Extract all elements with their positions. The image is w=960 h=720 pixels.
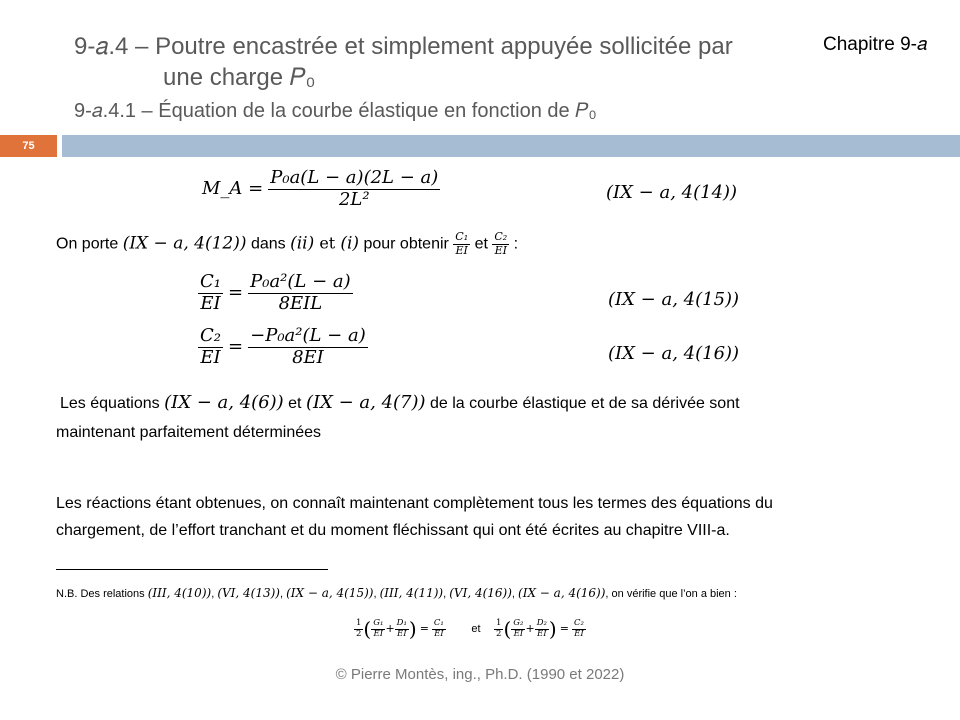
eq3-denominator: 8EI <box>292 346 324 368</box>
eq1-fraction <box>268 168 440 210</box>
d2-num: D₂ <box>536 617 547 628</box>
half2-num: 1 <box>496 617 502 628</box>
d2-den: EI <box>537 628 547 639</box>
on-porte-et: et <box>314 233 341 253</box>
eq2-reference: (IX − a, 4(15)) <box>608 289 740 310</box>
nb-d1-ei <box>395 619 409 640</box>
on-porte-post: pour obtenir <box>359 235 454 253</box>
eq3-rhs <box>248 326 368 368</box>
eq2-numerator: P₀a²(L − a) <box>250 271 351 292</box>
g2-den: EI <box>513 628 524 639</box>
eq3-equals: = <box>228 335 244 357</box>
header-bar <box>62 135 960 157</box>
equation-c1 <box>198 272 353 314</box>
paragraph-reactions-line2: chargement, de l’effort tranchant et du moment fléchissant qui ont été écrites au chapitre VIII-a. <box>56 522 730 539</box>
eq1-reference: (IX − a, 4(14)) <box>606 182 738 203</box>
on-porte-ref: (IX − a, 4(12)) <box>122 233 247 254</box>
nb-g1-ei <box>371 619 385 640</box>
eq1-lhs: M_A = <box>202 177 264 199</box>
g1-num: G₁ <box>373 617 384 628</box>
nb-sep1: , <box>211 588 218 600</box>
nb-c2-ei <box>572 619 586 640</box>
d1-den: EI <box>396 628 407 639</box>
nb-d2-ei <box>535 619 549 640</box>
on-porte-colon: : <box>509 235 519 253</box>
on-porte-and: et <box>470 235 493 253</box>
eq3-lhs-num: C₂ <box>200 325 221 346</box>
eq1-denominator: 2L² <box>338 188 370 210</box>
d1-num: D₁ <box>396 617 407 628</box>
eq2-lhs-den: EI <box>200 292 221 314</box>
nb-g2-ei <box>511 619 525 640</box>
c2-den: EI <box>574 628 584 639</box>
eq1-numerator: P₀a(L − a)(2L − a) <box>270 167 439 188</box>
paragraph-reactions-line1: Les réactions étant obtenues, on connaît maintenant complètement tous les termes des équations du <box>56 495 773 512</box>
on-porte-mid: dans <box>246 235 291 253</box>
on-porte-ii: (ii) <box>290 233 315 254</box>
nb-half-1 <box>354 619 363 640</box>
para1-ref2: (IX − a, 4(7)) <box>305 392 426 413</box>
frac-c2-num: C₂ <box>494 230 508 243</box>
eq2-equals: = <box>228 281 244 303</box>
frac-c1-num: C₁ <box>455 230 469 243</box>
frac-c2-ei <box>492 231 509 257</box>
plus-2: + <box>525 622 535 635</box>
paren-open-1: ( <box>363 617 372 641</box>
nb-ref1: (III, 4(10)) <box>147 586 212 600</box>
g1-den: EI <box>373 628 384 639</box>
nb-sep4: , <box>443 588 450 600</box>
nb-ref3: (IX − a, 4(15)) <box>286 586 374 600</box>
on-porte-pre: On porte <box>56 235 123 253</box>
nb-pre: N.B. Des relations <box>56 588 148 600</box>
slide-title-line2: une charge 𝑃₀ <box>163 64 316 91</box>
eq2-lhs <box>198 272 223 314</box>
nb-ref6: (IX − a, 4(16)) <box>518 586 606 600</box>
eq2-lhs-num: C₁ <box>200 271 221 292</box>
nb-c1-ei <box>432 619 446 640</box>
nb-equations <box>354 617 586 641</box>
eq3-numerator: −P₀a²(L − a) <box>250 325 366 346</box>
para1-pre: Les équations <box>60 395 165 412</box>
nb-sep3: , <box>373 588 380 600</box>
equation-ma <box>202 168 440 210</box>
para1-post: de la courbe élastique et de sa dérivée sont <box>425 395 740 412</box>
c1-num: C₁ <box>433 617 444 628</box>
paren-open-2: ( <box>503 617 512 641</box>
eq3-lhs-den: EI <box>200 346 221 368</box>
page-number: 75 <box>0 135 57 157</box>
paragraph-equations-line2: maintenant parfaitement déterminées <box>56 424 322 441</box>
eq2-denominator: 8EIL <box>278 292 323 314</box>
para1-ref1: (IX − a, 4(6)) <box>164 392 284 413</box>
paren-close-1: ) <box>408 617 417 641</box>
half1-den: 2 <box>356 628 362 639</box>
slide-subtitle: 9-𝑎.4.1 – Équation de la courbe élastique en fonction de 𝑃₀ <box>74 100 597 122</box>
c1-den: EI <box>434 628 444 639</box>
frac-c2-den: EI <box>494 243 507 257</box>
nb-sep2: , <box>279 588 287 600</box>
nb-note <box>56 586 737 600</box>
g2-num: G₂ <box>513 617 524 628</box>
chapter-label: Chapitre 9-𝑎 <box>823 34 928 55</box>
half2-den: 2 <box>496 628 502 639</box>
paragraph-equations <box>60 392 740 413</box>
paren-close-2: ) <box>548 617 557 641</box>
equals-2: = <box>559 622 569 635</box>
nb-ref4: (III, 4(11)) <box>379 586 444 600</box>
eq3-lhs <box>198 326 223 368</box>
nb-post: , on vérifie que l’on a bien : <box>605 588 737 600</box>
nb-ref2: (VI, 4(13)) <box>217 586 280 600</box>
nb-ref5: (VI, 4(16)) <box>449 586 512 600</box>
equals-1: = <box>419 622 429 635</box>
slide-title-line1: 9-𝑎.4 – Poutre encastrée et simplement appuyée sollicitée par <box>74 33 733 60</box>
frac-c1-ei <box>453 231 470 257</box>
footer-copyright: © Pierre Montès, ing., Ph.D. (1990 et 2022) <box>335 666 625 683</box>
nb-sep5: , <box>511 588 519 600</box>
half1-num: 1 <box>356 617 362 628</box>
frac-c1-den: EI <box>455 243 468 257</box>
c2-num: C₂ <box>573 617 584 628</box>
eq3-reference: (IX − a, 4(16)) <box>608 343 740 364</box>
equation-c2 <box>198 326 368 368</box>
plus-1: + <box>385 622 395 635</box>
eq2-rhs <box>248 272 353 314</box>
footnote-separator <box>56 569 328 570</box>
nb-et: et <box>471 623 481 635</box>
on-porte-i: (i) <box>340 233 360 254</box>
para1-and: et <box>283 395 306 412</box>
text-on-porte <box>56 231 518 257</box>
